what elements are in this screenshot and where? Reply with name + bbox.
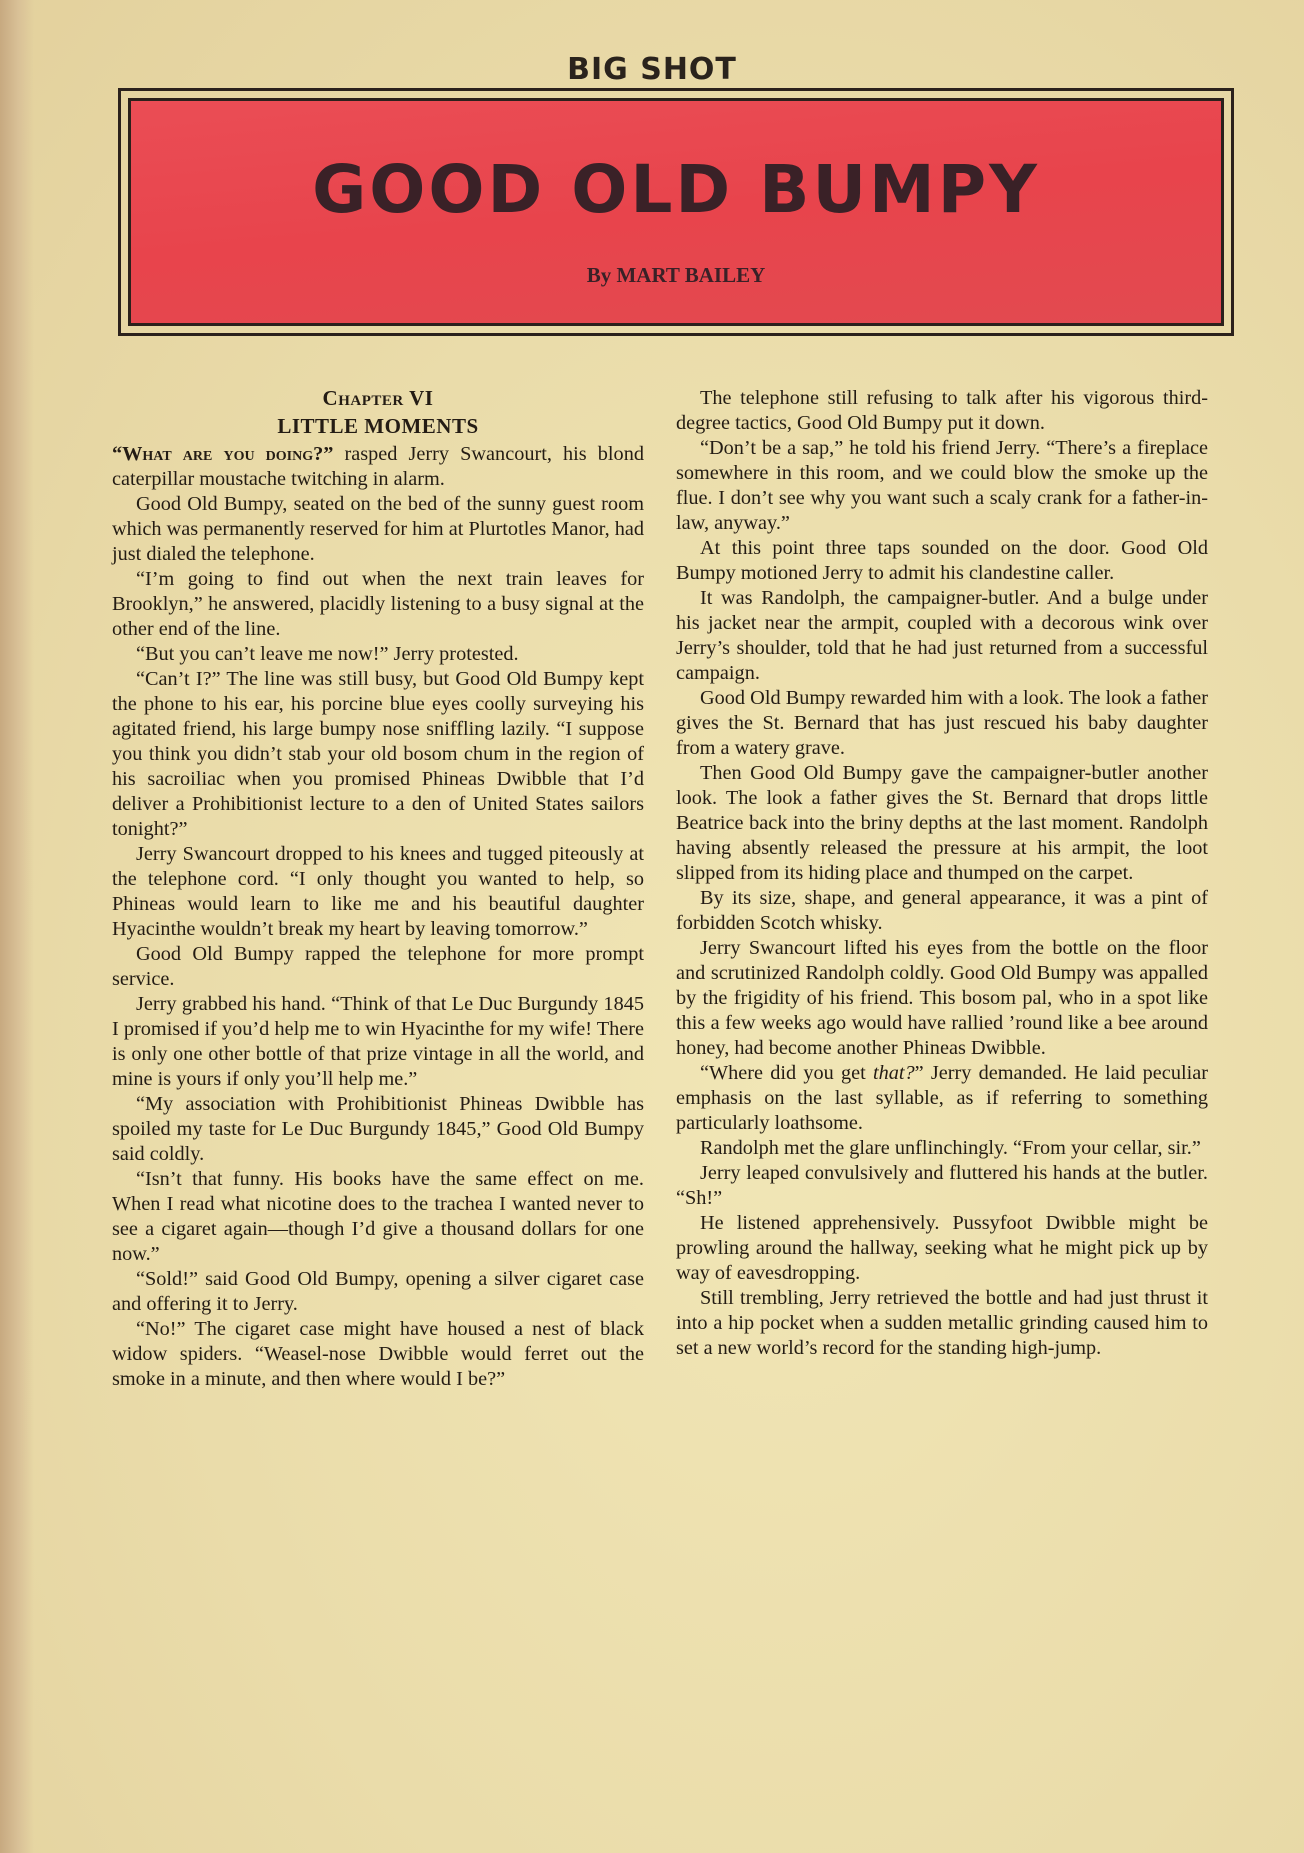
chapter-name: LITTLE MOMENTS xyxy=(277,414,479,438)
left-column xyxy=(112,384,644,1392)
title-banner xyxy=(118,88,1234,336)
emphasis: that? xyxy=(872,1062,915,1084)
paragraph: “Isn’t that funny. His books have the same effect on me. When I read what nicotine does to the trachea I wanted never to see a cigaret again—though I’d give a thousand dollars for one now.” xyxy=(112,1168,644,1265)
paragraph: Randolph met the glare unflinchingly. “From your cellar, sir.” xyxy=(700,1137,1201,1159)
paragraph: Good Old Bumpy rewarded him with a look. The look a father gives the St. Bernard that has just rescued his baby daughter from a watery grave. xyxy=(676,687,1208,759)
title-banner-inner xyxy=(128,98,1224,326)
paragraph: “No!” The cigaret case might have housed a nest of black widow spiders. “Weasel-nose Dwibble would ferret out the smoke in a minute, and then where would I be?” xyxy=(112,1318,644,1390)
paragraph: The telephone still refusing to talk after his vigorous third-degree tactics, Good Old Bumpy put it down. xyxy=(676,387,1208,434)
right-column xyxy=(676,386,1208,1361)
paragraph-text: ” Jerry demanded. He laid peculiar emphasis on the last syllable, as if referring to something particularly loathsome. xyxy=(676,1062,1208,1134)
paragraph: “Don’t be a sap,” he told his friend Jerry. “There’s a fireplace somewhere in this room, and we could blow the smoke up the flue. I don’t see why you want such a scaly crank for a father-in-law, anyway.” xyxy=(676,437,1208,534)
paragraph: “Can’t I?” The line was still busy, but Good Old Bumpy kept the phone to his ear, his porcine blue eyes coolly surveying his agitated friend, his large bumpy nose sniffling lazily. “I suppose you think you didn’t stab your old bosom chum in the region of his sacroiliac when you promised Phineas Dwibble that I’d deliver a Prohibitionist lecture to a den of United States sailors tonight?” xyxy=(112,668,644,840)
paragraph: “Sold!” said Good Old Bumpy, opening a silver cigaret case and offering it to Jerry. xyxy=(112,1268,644,1315)
chapter-number: Chapter VI xyxy=(322,386,434,410)
paragraph: Jerry leaped convulsively and fluttered his hands at the butler. “Sh!” xyxy=(676,1162,1208,1209)
paragraph-text: rasped Jerry Swancourt, his blond caterpillar moustache twitching in alarm. xyxy=(112,443,644,490)
paragraph: Jerry Swancourt dropped to his knees and tugged piteously at the telephone cord. “I only thought you wanted to help, so Phineas would learn to like me and his beautiful daughter Hyacinthe wouldn’t break my heart by leaving tomorrow.” xyxy=(112,843,644,940)
story-title: GOOD OLD BUMPY xyxy=(312,151,1040,228)
chapter-heading xyxy=(112,384,644,440)
lead-in: “What are you doing?” xyxy=(112,443,334,465)
paragraph: He listened apprehensively. Pussyfoot Dwibble might be prowling around the hallway, seeking what he might pick up by way of eavesdropping. xyxy=(676,1212,1208,1284)
paragraph: Jerry grabbed his hand. “Think of that Le Duc Burgundy 1845 I promised if you’d help me to win Hyacinthe for my wife! There is only one other bottle of that prize vintage in all the world, and mine is yours if only you’ll help me.” xyxy=(112,993,644,1090)
paragraph: Still trembling, Jerry retrieved the bottle and had just thrust it into a hip pocket when a sudden metallic grinding caused him to set a new world’s record for the standing high-jump. xyxy=(676,1287,1208,1359)
page-spine-shadow xyxy=(0,0,34,1853)
paragraph: “My association with Prohibitionist Phineas Dwibble has spoiled my taste for Le Duc Burgundy 1845,” Good Old Bumpy said coldly. xyxy=(112,1093,644,1165)
paragraph: “But you can’t leave me now!” Jerry protested. xyxy=(136,643,519,665)
paragraph xyxy=(676,1061,1208,1136)
paragraph: Then Good Old Bumpy gave the campaigner-butler another look. The look a father gives the St. Bernard that drops little Beatrice back into the briny depths at the last moment. Randolph having absently released the pressure at his armpit, the loot slipped from its hiding place and thumped on the carpet. xyxy=(676,762,1208,884)
paragraph: At this point three taps sounded on the door. Good Old Bumpy motioned Jerry to admit his clandestine caller. xyxy=(676,537,1208,584)
story-byline: By MART BAILEY xyxy=(586,263,766,287)
paragraph: “I’m going to find out when the next train leaves for Brooklyn,” he answered, placidly listening to a busy signal at the other end of the line. xyxy=(112,568,644,640)
paragraph: Good Old Bumpy, seated on the bed of the sunny guest room which was permanently reserved for him at Plurtotles Manor, had just dialed the telephone. xyxy=(112,493,644,565)
paragraph: Jerry Swancourt lifted his eyes from the bottle on the floor and scrutinized Randolph coldly. Good Old Bumpy was appalled by the frigidity of his friend. This bosom pal, who in a spot like this a few weeks ago would have rallied ’round like a bee around honey, had become another Phineas Dwibble. xyxy=(676,937,1208,1059)
paragraph: It was Randolph, the campaigner-butler. And a bulge under his jacket near the armpit, coupled with a decorous wink over Jerry’s shoulder, told that he had just returned from a successful campaign. xyxy=(676,587,1208,684)
paragraph xyxy=(112,442,644,492)
paragraph: Good Old Bumpy rapped the telephone for more prompt service. xyxy=(112,943,644,990)
paragraph: By its size, shape, and general appearance, it was a pint of forbidden Scotch whisky. xyxy=(676,887,1208,934)
paragraph-text: “Where did you get xyxy=(700,1062,873,1084)
magazine-header: BIG SHOT xyxy=(567,52,737,87)
